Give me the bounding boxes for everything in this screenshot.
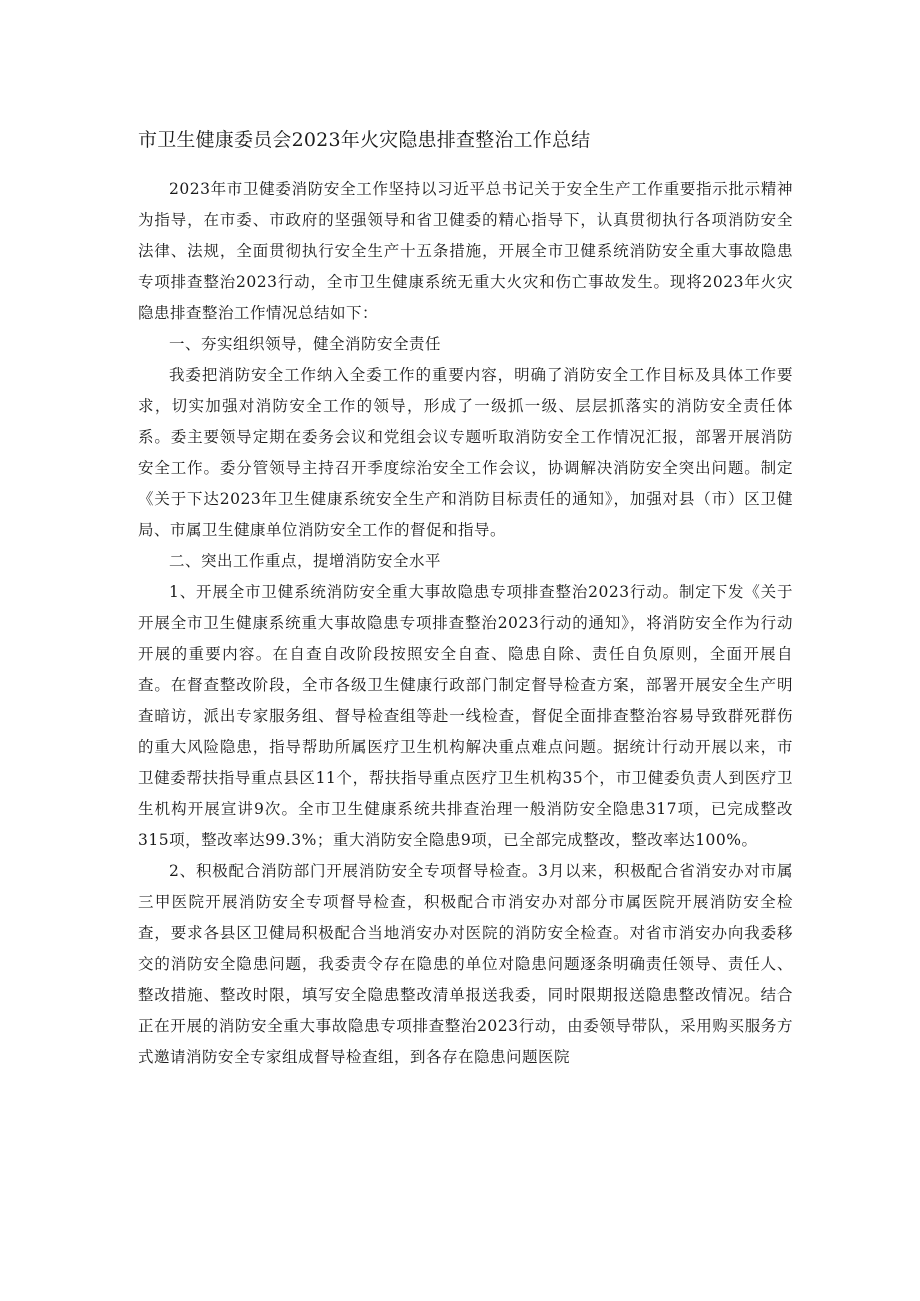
paragraph-item-2: 2、积极配合消防部门开展消防安全专项督导检查。3月以来，积极配合省消安办对市属三甲医院开展消防安全专项督导检查，积极配合市消安办对部分市属医院开展消防安全检查，要求各县区卫健局积极配合当地消安办对医院的消防安全检查。对省市消安办向我委移交的消防安全隐患问题，我委责令存在隐患的单位对隐患问题逐条明确责任领导、责任人、整改措施、整改时限，填写安全隐患整改清单报送我委，同时限期报送隐患整改情况。结合正在开展的消防安全重大事故隐患专项排查整治2023行动，由委领导带队，采用购买服务方式邀请消防安全专家组成督导检查组，到各存在隐患问题医院 [138,862,793,1066]
document-title: 市卫生健康委员会2023年火灾隐患排查整治工作总结 [138,129,591,151]
section-heading-1: 一、夯实组织领导，健全消防安全责任 [169,335,442,353]
section-heading-2: 二、突出工作重点，提增消防安全水平 [169,552,442,570]
paragraph-intro: 2023年市卫健委消防安全工作坚持以习近平总书记关于安全生产工作重要指示批示精神为指导，在市委、市政府的坚强领导和省卫健委的精心指导下，认真贯彻执行各项消防安全法律、法规，全面贯彻执行安全生产十五条措施，开展全市卫健系统消防安全重大事故隐患专项排查整治2023行动，全市卫生健康系统无重大火灾和伤亡事故发生。现将2023年火灾隐患排查整治工作情况总结如下： [138,180,793,322]
document-body [138,174,793,1073]
paragraph-section-1: 我委把消防安全工作纳入全委工作的重要内容，明确了消防安全工作目标及具体工作要求，切实加强对消防安全工作的领导，形成了一级抓一级、层层抓落实的消防安全责任体系。委主要领导定期在委务会议和党组会议专题听取消防安全工作情况汇报，部署开展消防安全工作。委分管领导主持召开季度综治安全工作会议，协调解决消防安全突出问题。制定《关于下达2023年卫生健康系统安全生产和消防目标责任的通知》，加强对县（市）区卫健局、市属卫生健康单位消防安全工作的督促和指导。 [138,366,793,539]
paragraph-item-1: 1、开展全市卫健系统消防安全重大事故隐患专项排查整治2023行动。制定下发《关于开展全市卫生健康系统重大事故隐患专项排查整治2023行动的通知》，将消防安全作为行动开展的重要内容。在自查自改阶段按照安全自查、隐患自除、责任自负原则，全面开展自查。在督查整改阶段，全市各级卫生健康行政部门制定督导检查方案，部署开展安全生产明查暗访，派出专家服务组、督导检查组等赴一线检查，督促全面排查整治容易导致群死群伤的重大风险隐患，指导帮助所属医疗卫生机构解决重点难点问题。据统计行动开展以来，市卫健委帮扶指导重点县区11个，帮扶指导重点医疗卫生机构35个，市卫健委负责人到医疗卫生机构开展宣讲9次。全市卫生健康系统共排查治理一般消防安全隐患317项，已完成整改315项，整改率达99.3%；重大消防安全隐患9项，已全部完成整改，整改率达100%。 [138,583,793,849]
